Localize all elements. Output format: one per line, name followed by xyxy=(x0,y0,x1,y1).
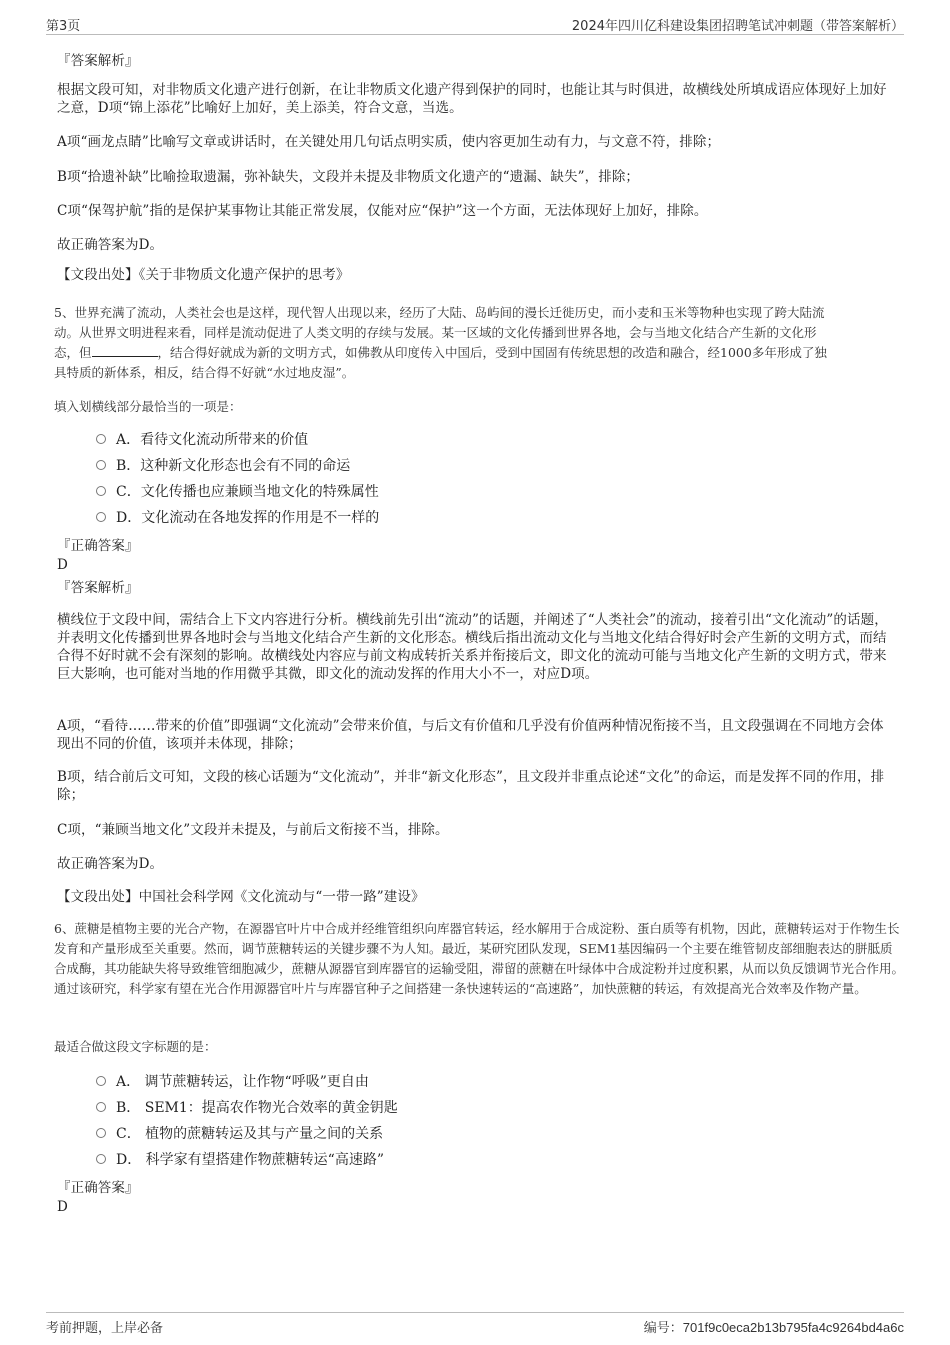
q5-option-a[interactable]: A．看待文化流动所带来的价值 xyxy=(96,431,308,449)
radio-icon[interactable] xyxy=(96,1076,106,1086)
q4-option-a-note: A项“画龙点睛”比喻写文章或讲话时，在关键处用几句话点明实质，使内容更加生动有力，与文意不符，排除； xyxy=(57,134,721,150)
radio-icon[interactable] xyxy=(96,1154,106,1164)
q5-source: 【文段出处】中国社会科学网《文化流动与“一带一路”建设》 xyxy=(57,889,425,905)
radio-icon[interactable] xyxy=(96,434,106,444)
radio-icon[interactable] xyxy=(96,512,106,522)
q5-analysis: 横线位于文段中间，需结合上下文内容进行分析。横线前先引出“流动”的话题，并阐述了“人类社会”的流动，接着引出“文化流动”的话题，并表明文化传播到世界各地时会与当地文化结合产生新的文化形态。横线后指出流动文化与当地文化结合得好时会产生新的文明方式，而结合得不好时就不会有深刻的影响。故横线处内容应与前文构成转折关系并衔接后文，即文化的流动可能与当地文化产生新的文明方式，带来巨大影响，也可能对当地的作用微乎其微，即文化的流动发挥的作用大小不一，对应D项。 xyxy=(57,612,888,682)
q6-option-c[interactable]: C． 植物的蔗糖转运及其与产量之间的关系 xyxy=(96,1125,383,1143)
footer-slogan: 考前押题，上岸必备 xyxy=(46,1321,164,1336)
q5-option-c[interactable]: C．文化传播也应兼顾当地文化的特殊属性 xyxy=(96,483,379,501)
q5-prompt: 填入划横线部分最恰当的一项是： xyxy=(54,399,242,414)
q5-option-b-note: B项，结合前后文可知，文段的核心话题为“文化流动”，并非“新文化形态”，且文段并非重点论述“文化”的命运，而是发挥不同的作用，排除； xyxy=(57,769,885,803)
q4-option-c-note: C项“保驾护航”指的是保护某事物让其能正常发展，仅能对应“保护”这一个方面，无法体现好上加好，排除。 xyxy=(57,203,708,219)
q4-source: 【文段出处】《关于非物质文化遗产保护的思考》 xyxy=(57,267,350,283)
document-code: 编号：701f9c0eca2b13b795fa4c9264bd4a6c xyxy=(643,1320,904,1336)
q4-option-b-note: B项“拾遗补缺”比喻捡取遗漏，弥补缺失，文段并未提及非物质文化遗产的“遗漏、缺失”，排除； xyxy=(57,169,640,185)
q5-stem xyxy=(54,303,904,383)
q5-stem-line: 具特质的新体系，相反，结合得不好就“水过地皮湿”。 xyxy=(54,365,355,380)
q5-stem-line: 动。从世界文明进程来看，同样是流动促进了人类文明的存续与发展。某一区域的文化传播到世界各地，会与当地文化结合产生新的文化形 xyxy=(54,325,817,340)
q6-prompt: 最适合做这段文字标题的是： xyxy=(54,1039,217,1054)
radio-icon[interactable] xyxy=(96,486,106,496)
q6-stem: 6、蔗糖是植物主要的光合产物，在源器官叶片中合成并经维管组织向库器官转运，经水解用于合成淀粉、蛋白质等有机物，因此，蔗糖转运对于作物生长发育和产量形成至关重要。然而，调节蔗糖转运的关键步骤不为人知。最近，某研究团队发现，SEM1基因编码一个主要在维管韧皮部细胞表达的胼胝质合成酶，其功能缺失将导致维管细胞减少，蔗糖从源器官到库器官的运输受阻，滞留的蔗糖在叶绿体中合成淀粉并过度积累，从而以负反馈调节光合作用。通过该研究，科学家有望在光合作用源器官叶片与库器官种子之间搭建一条快速转运的“高速路”，加快蔗糖的转运，有效提高光合效率及作物产量。 xyxy=(54,921,905,996)
q4-analysis-heading: 『答案解析』 xyxy=(57,53,139,69)
radio-icon[interactable] xyxy=(96,1128,106,1138)
q6-answer-heading: 『正确答案』 xyxy=(57,1180,139,1196)
q5-stem-line: 5、世界充满了流动，人类社会也是这样，现代智人出现以来，经历了大陆、岛屿间的漫长迁徙历史，而小麦和玉米等物种也实现了跨大陆流 xyxy=(54,305,825,320)
q5-analysis-heading: 『答案解析』 xyxy=(57,580,139,596)
document-title: 2024年四川亿科建设集团招聘笔试冲刺题（带答案解析） xyxy=(571,19,904,34)
radio-icon[interactable] xyxy=(96,460,106,470)
q5-option-b[interactable]: B．这种新文化形态也会有不同的命运 xyxy=(96,457,350,475)
q5-answer-heading: 『正确答案』 xyxy=(57,538,139,554)
q5-option-c-note: C项，“兼顾当地文化”文段并未提及，与前后文衔接不当，排除。 xyxy=(57,822,449,838)
q5-option-d[interactable]: D．文化流动在各地发挥的作用是不一样的 xyxy=(96,509,379,527)
q6-answer: D xyxy=(57,1199,68,1215)
fill-blank xyxy=(92,344,158,357)
page-header xyxy=(46,12,904,35)
q6-option-d[interactable]: D． 科学家有望搭建作物蔗糖转运“高速路” xyxy=(96,1151,384,1169)
q5-stem-line: 态，但 ，结合得好就成为新的文明方式，如佛教从印度传入中国后，受到中国固有传统思想的改造和融合，经1000多年形成了独 xyxy=(54,345,827,360)
page-number: 第3页 xyxy=(46,19,81,34)
q5-answer: D xyxy=(57,557,68,573)
q6-option-b[interactable]: B． SEM1：提高农作物光合效率的黄金钥匙 xyxy=(96,1099,398,1117)
radio-icon[interactable] xyxy=(96,1102,106,1112)
q4-analysis: 根据文段可知，对非物质文化遗产进行创新，在让非物质文化遗产得到保护的同时，也能让其与时俱进，故横线处所填成语应体现好上加好之意，D项“锦上添花”比喻好上加好，美上添美，符合文意，当选。 xyxy=(57,82,887,116)
q5-conclusion: 故正确答案为D。 xyxy=(57,856,164,872)
page-footer xyxy=(46,1312,904,1335)
q6-option-a[interactable]: A． 调节蔗糖转运，让作物“呼吸”更自由 xyxy=(96,1073,369,1091)
q4-conclusion: 故正确答案为D。 xyxy=(57,237,164,253)
q5-option-a-note: A项，“看待……带来的价值”即强调“文化流动”会带来价值，与后文有价值和几乎没有价值两种情况衔接不当，且文段强调在不同地方会体现出不同的价值，该项并未体现，排除； xyxy=(57,718,884,752)
